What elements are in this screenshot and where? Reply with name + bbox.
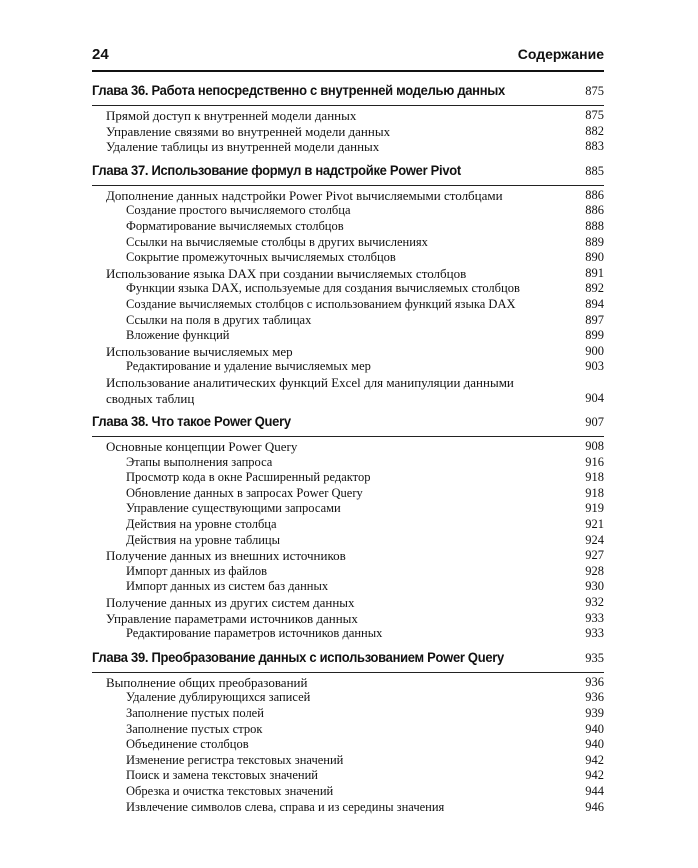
toc-entry-page: 900 <box>585 343 604 358</box>
toc-subsection <box>126 501 604 517</box>
toc-entry-title: Форматирование вычисляемых столбцов <box>126 218 344 233</box>
toc-entry-title: Выполнение общих преобразований <box>106 674 308 690</box>
toc-subsection <box>126 297 604 313</box>
toc-subsection <box>126 533 604 549</box>
running-title: Содержание <box>517 46 604 62</box>
toc-entry-title: Удаление дублирующихся записей <box>126 690 311 705</box>
toc-entry-title: Просмотр кода в окне Расширенный редактор <box>126 470 371 485</box>
toc-entry-title: Вложение функций <box>126 328 230 343</box>
chapter-title: Глава 38. Что такое Power Query <box>92 414 291 430</box>
toc-entry-page: 889 <box>585 234 604 249</box>
toc-section <box>106 188 604 204</box>
toc-entry-title: Основные концепции Power Query <box>106 439 298 455</box>
chapter-divider <box>92 672 604 673</box>
chapter-entries <box>92 439 604 642</box>
toc-entry-page: 942 <box>585 752 604 767</box>
toc-subsection <box>126 486 604 502</box>
toc-entry-page: 939 <box>585 706 604 720</box>
toc-section <box>106 675 604 691</box>
toc-entry-page: 946 <box>585 799 604 814</box>
chapter-divider <box>92 436 604 437</box>
toc-subsection <box>126 753 604 769</box>
toc-entry-page: 918 <box>585 470 604 485</box>
toc-subsection <box>126 706 604 722</box>
chapter-entries <box>92 675 604 815</box>
toc-section <box>106 108 604 124</box>
toc-entry-page: 927 <box>585 548 604 563</box>
chapter-heading <box>92 162 604 182</box>
toc-entry-title: Обновление данных в запросах Power Query <box>126 485 363 500</box>
toc-entry-page: 916 <box>585 454 604 469</box>
table-of-contents <box>92 82 604 815</box>
toc-entry-title: Функции языка DAX, используемые для создания вычисляемых столбцов <box>126 281 520 296</box>
toc-subsection <box>126 800 604 816</box>
toc-entry-page: 882 <box>585 123 604 138</box>
toc-subsection <box>126 250 604 266</box>
toc-subsection <box>126 737 604 753</box>
toc-entry-page: 908 <box>585 439 604 454</box>
toc-subsection <box>126 470 604 486</box>
toc-subsection <box>126 219 604 235</box>
toc-entry-page: 892 <box>585 281 604 296</box>
toc-section <box>106 375 604 406</box>
toc-entry-title: Редактирование и удаление вычисляемых мер <box>126 359 371 374</box>
toc-entry-page: 924 <box>585 532 604 547</box>
toc-entry-page: 897 <box>585 312 604 327</box>
toc-entry-title: Прямой доступ к внутренней модели данных <box>106 108 357 123</box>
toc-subsection <box>126 626 604 642</box>
toc-entry-page: 886 <box>585 203 604 218</box>
toc-entry-title: Действия на уровне столбца <box>126 517 277 532</box>
toc-entry-page: 918 <box>585 485 604 500</box>
toc-subsection <box>126 579 604 595</box>
toc-entry-page: 919 <box>585 501 604 516</box>
toc-subsection <box>126 203 604 219</box>
toc-entry-page: 928 <box>585 563 604 578</box>
toc-section <box>106 611 604 627</box>
toc-entry-page: 944 <box>585 783 604 798</box>
toc-entry-title: Заполнение пустых полей <box>126 706 264 720</box>
chapter-page: 875 <box>585 84 604 98</box>
toc-entry-title: Импорт данных из файлов <box>126 563 268 578</box>
toc-subsection <box>126 784 604 800</box>
toc-subsection <box>126 328 604 344</box>
toc-entry-title: Создание простого вычисляемого столбца <box>126 203 351 218</box>
toc-entry-page: 942 <box>585 768 604 783</box>
toc-entry-title: Извлечение символов слева, справа и из середины значения <box>126 799 445 814</box>
toc-entry-page: 899 <box>585 328 604 343</box>
toc-entry-title: Действия на уровне таблицы <box>126 532 280 547</box>
toc-entry-page: 933 <box>585 626 604 641</box>
toc-entry-title: Управление существующими запросами <box>126 501 341 516</box>
toc-subsection <box>126 313 604 329</box>
toc-entry-title: Дополнение данных надстройки Power Pivot вычисляемыми столбцами <box>106 187 503 203</box>
toc-subsection <box>126 359 604 375</box>
toc-entry-page: 891 <box>585 265 604 280</box>
toc-entry-title: Создание вычисляемых столбцов с использованием функций языка DAX <box>126 296 516 311</box>
toc-section <box>106 595 604 611</box>
toc-entry-page: 936 <box>585 690 604 705</box>
chapter-entries <box>92 108 604 155</box>
toc-entry-title: Сокрытие промежуточных вычисляемых столбцов <box>126 250 396 265</box>
toc-subsection <box>126 281 604 297</box>
toc-entry-title: Обрезка и очистка текстовых значений <box>126 783 334 798</box>
toc-entry-title: Импорт данных из систем баз данных <box>126 579 329 594</box>
toc-entry-page: 883 <box>585 139 604 154</box>
chapter-title: Глава 37. Использование формул в надстройке Power Pivot <box>92 162 461 178</box>
toc-entry-page: 890 <box>585 250 604 265</box>
chapter-heading <box>92 413 604 433</box>
toc-entry-title: Удаление таблицы из внутренней модели данных <box>106 139 380 155</box>
toc-section <box>106 344 604 360</box>
toc-entry-page: 903 <box>585 359 604 374</box>
toc-entry-title: Использование языка DAX при создании вычисляемых столбцов <box>106 265 467 281</box>
chapter-title: Глава 39. Преобразование данных с использованием Power Query <box>92 649 504 665</box>
toc-entry-page: 875 <box>585 108 604 122</box>
toc-entry-title: Заполнение пустых строк <box>126 721 263 736</box>
toc-entry-title: Этапы выполнения запроса <box>126 454 273 469</box>
toc-entry-page: 886 <box>585 187 604 202</box>
toc-entry-page: 932 <box>585 595 604 610</box>
toc-section <box>106 548 604 564</box>
chapter-page: 907 <box>585 415 604 430</box>
toc-subsection <box>126 690 604 706</box>
toc-entry-title: Ссылки на поля в других таблицах <box>126 312 312 327</box>
toc-entry-page: 904 <box>585 390 604 405</box>
toc-entry-title: Управление параметрами источников данных <box>106 610 358 626</box>
chapter-page: 935 <box>585 650 604 665</box>
chapter-entries <box>92 188 604 406</box>
toc-entry-title: Получение данных из других систем данных <box>106 595 355 611</box>
page-number: 24 <box>92 46 109 63</box>
toc-entry-title: Объединение столбцов <box>126 737 249 752</box>
header-divider <box>92 70 604 72</box>
chapter-divider <box>92 105 604 106</box>
chapter-heading <box>92 649 604 669</box>
toc-entry-page: 936 <box>585 674 604 689</box>
toc-entry-title: Использование вычисляемых мер <box>106 343 293 359</box>
toc-entry-title: Ссылки на вычисляемые столбцы в других вычислениях <box>126 234 428 249</box>
toc-section <box>106 266 604 282</box>
toc-entry-page: 940 <box>585 721 604 736</box>
toc-entry-title: Получение данных из внешних источников <box>106 548 346 564</box>
toc-subsection <box>126 564 604 580</box>
toc-entry-page: 930 <box>585 579 604 594</box>
toc-entry-title: Поиск и замена текстовых значений <box>126 768 318 783</box>
toc-entry-page: 940 <box>585 737 604 752</box>
toc-entry-title: Использование аналитических функций Excel для манипуляции данными сводных таблиц <box>106 374 514 406</box>
toc-entry-page: 933 <box>585 610 604 625</box>
chapter-title: Глава 36. Работа непосредственно с внутренней моделью данных <box>92 83 505 98</box>
toc-subsection <box>126 235 604 251</box>
toc-entry-page: 894 <box>585 296 604 311</box>
toc-subsection <box>126 768 604 784</box>
toc-subsection <box>126 722 604 738</box>
chapter-page: 885 <box>585 163 604 178</box>
toc-section <box>106 439 604 455</box>
toc-section <box>106 139 604 155</box>
chapter-heading <box>92 82 604 102</box>
running-header <box>92 46 604 68</box>
toc-subsection <box>126 455 604 471</box>
chapter-divider <box>92 185 604 186</box>
toc-entry-title: Изменение регистра текстовых значений <box>126 752 344 767</box>
toc-entry-title: Редактирование параметров источников данных <box>126 626 383 641</box>
toc-entry-page: 888 <box>585 218 604 233</box>
toc-section <box>106 124 604 140</box>
toc-entry-title: Управление связями во внутренней модели данных <box>106 123 391 139</box>
toc-subsection <box>126 517 604 533</box>
toc-entry-page: 921 <box>585 517 604 532</box>
